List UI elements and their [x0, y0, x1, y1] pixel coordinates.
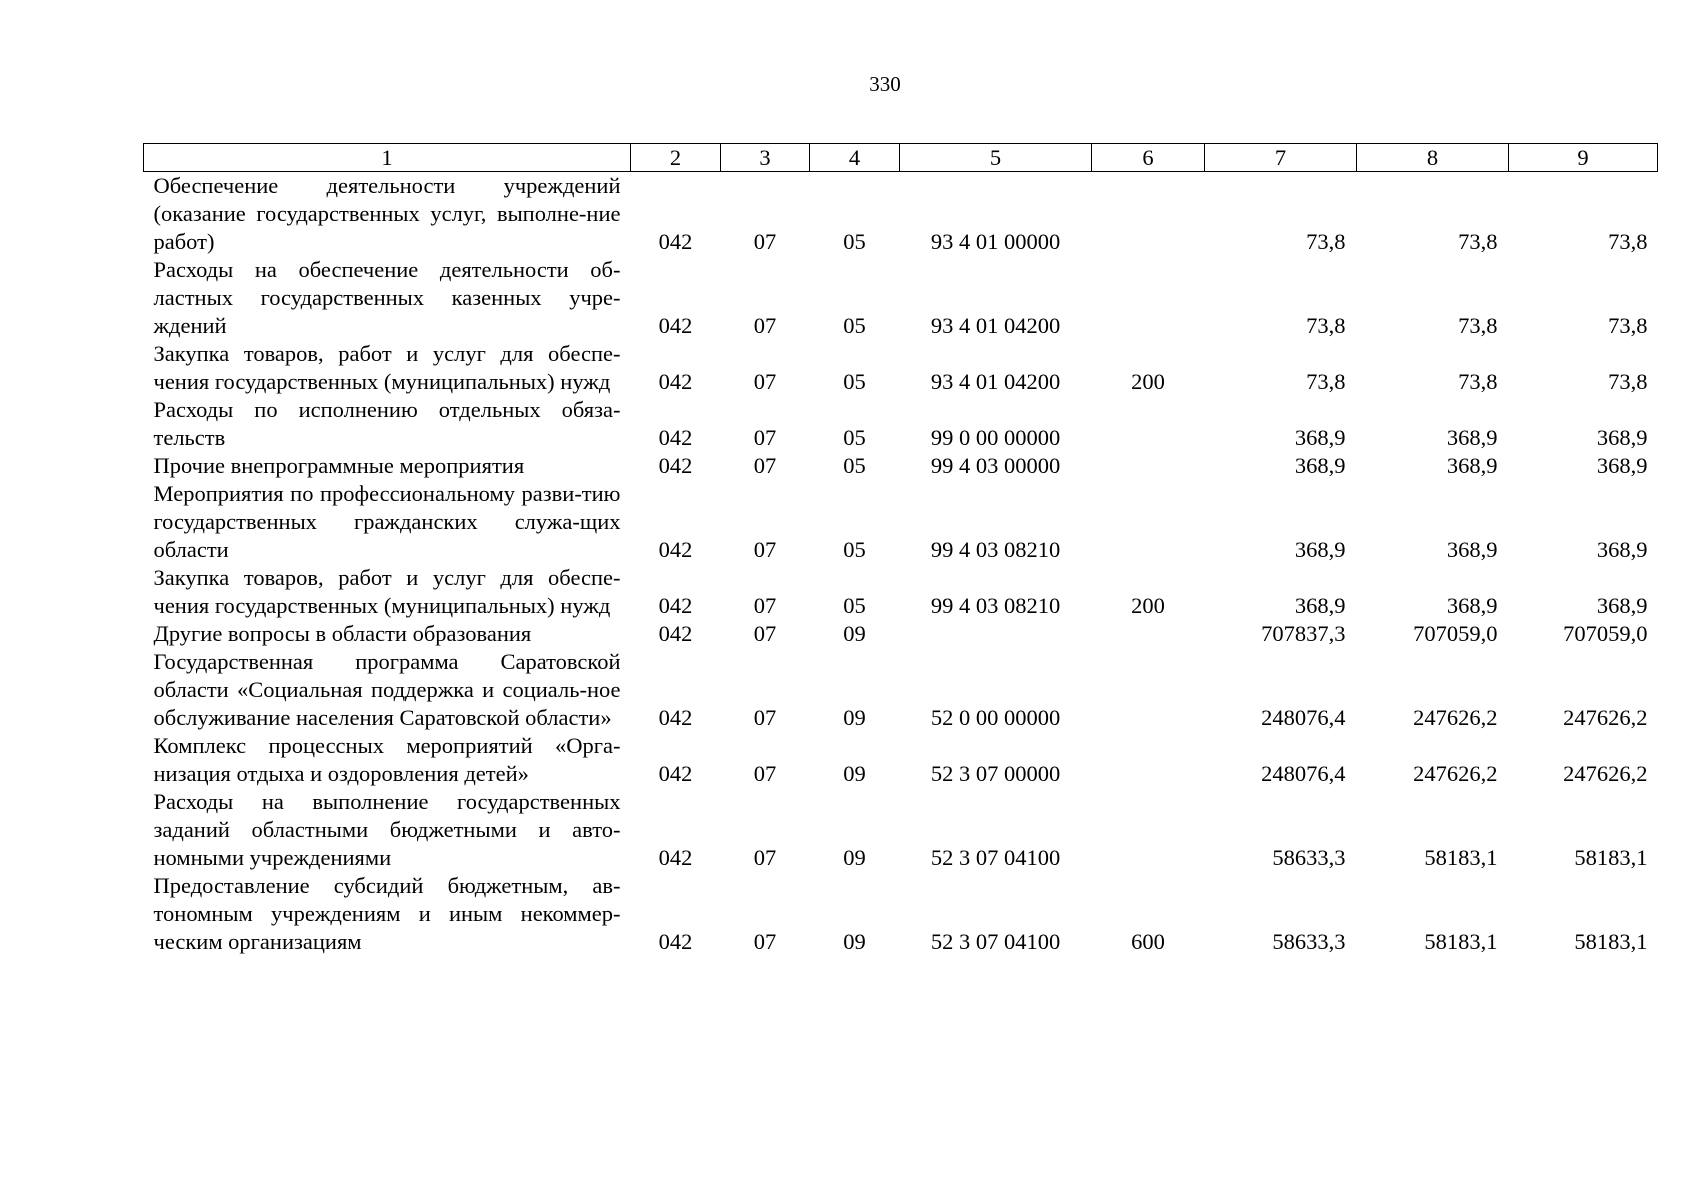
row-code-6: 200 — [1131, 593, 1165, 618]
row-code-2: 042 — [658, 845, 693, 870]
row-name: Прочие внепрограммные мероприятия — [153, 453, 525, 478]
row-code-2: 042 — [658, 313, 693, 338]
row-value-8: 73,8 — [1458, 369, 1498, 394]
row-code-4: 09 — [843, 761, 866, 786]
row-value-7: 248076,4 — [1261, 761, 1346, 786]
row-value-8: 58183,1 — [1424, 929, 1498, 954]
row-value-8: 368,9 — [1446, 453, 1498, 478]
table-row — [144, 564, 1658, 620]
row-value-8: 73,8 — [1458, 313, 1498, 338]
row-code-6 — [1092, 396, 1205, 452]
row-code-2: 042 — [658, 425, 693, 450]
row-value-7: 707837,3 — [1261, 621, 1346, 646]
table-body — [144, 172, 1658, 957]
row-value-7: 73,8 — [1306, 313, 1346, 338]
row-value-7: 58633,3 — [1272, 845, 1346, 870]
row-name: Государственная программа Саратовской области «Социальная поддержка и социаль-ное обслуживание населения Саратовской области» — [153, 649, 621, 730]
row-code-6 — [1092, 452, 1205, 480]
row-value-8: 247626,2 — [1413, 705, 1498, 730]
header-col-9: 9 — [1509, 144, 1658, 172]
row-code-6 — [1092, 788, 1205, 872]
table-row — [144, 256, 1658, 340]
budget-table — [143, 143, 1658, 956]
row-code-5 — [900, 620, 1092, 648]
row-name: Закупка товаров, работ и услуг для обеспе-чения государственных (муниципальных) нужд — [153, 565, 621, 618]
row-value-9: 73,8 — [1608, 229, 1648, 254]
row-code-5: 99 4 03 08210 — [930, 593, 1061, 618]
header-col-4: 4 — [810, 144, 900, 172]
row-value-7: 368,9 — [1294, 425, 1346, 450]
row-value-8: 58183,1 — [1424, 845, 1498, 870]
row-value-9: 707059,0 — [1563, 621, 1648, 646]
row-value-7: 248076,4 — [1261, 705, 1346, 730]
table-row — [144, 872, 1658, 956]
row-code-4: 05 — [843, 537, 866, 562]
row-code-4: 09 — [843, 705, 866, 730]
row-code-4: 05 — [843, 425, 866, 450]
row-code-6: 600 — [1131, 929, 1165, 954]
row-value-8: 247626,2 — [1413, 761, 1498, 786]
row-code-5: 93 4 01 04200 — [930, 369, 1061, 394]
row-code-4: 05 — [843, 369, 866, 394]
row-code-6 — [1092, 172, 1205, 257]
row-code-2: 042 — [658, 705, 693, 730]
table-row — [144, 732, 1658, 788]
row-value-7: 73,8 — [1306, 229, 1346, 254]
header-col-2: 2 — [631, 144, 721, 172]
row-name: Закупка товаров, работ и услуг для обеспе-чения государственных (муниципальных) нужд — [153, 341, 621, 394]
row-value-7: 73,8 — [1306, 369, 1346, 394]
row-code-3: 07 — [753, 453, 777, 478]
row-code-4: 09 — [843, 621, 866, 646]
row-name: Расходы на обеспечение деятельности об-ластных государственных казенных учре-ждений — [153, 257, 621, 338]
row-value-8: 707059,0 — [1413, 621, 1498, 646]
row-code-2: 042 — [658, 929, 693, 954]
row-code-3: 07 — [753, 229, 777, 254]
row-code-4: 05 — [843, 593, 866, 618]
row-value-9: 58183,1 — [1574, 929, 1648, 954]
table-row — [144, 396, 1658, 452]
row-code-5: 99 0 00 00000 — [930, 425, 1061, 450]
table-row — [144, 620, 1658, 648]
row-value-9: 368,9 — [1596, 453, 1648, 478]
row-code-3: 07 — [753, 929, 777, 954]
row-value-7: 368,9 — [1294, 537, 1346, 562]
row-name: Расходы по исполнению отдельных обяза-тельств — [153, 397, 621, 450]
row-code-5: 52 0 00 00000 — [930, 705, 1061, 730]
row-value-9: 368,9 — [1596, 425, 1648, 450]
row-name: Другие вопросы в области образования — [153, 621, 532, 646]
row-code-3: 07 — [753, 369, 777, 394]
row-code-5: 99 4 03 08210 — [930, 537, 1061, 562]
row-value-8: 73,8 — [1458, 229, 1498, 254]
row-code-5: 52 3 07 00000 — [930, 761, 1061, 786]
row-name: Расходы на выполнение государственных заданий областными бюджетными и авто-номными учреждениями — [153, 789, 621, 870]
row-value-8: 368,9 — [1446, 537, 1498, 562]
page-number: 330 — [869, 72, 901, 96]
row-code-4: 09 — [843, 929, 866, 954]
row-code-2: 042 — [658, 621, 693, 646]
row-code-3: 07 — [753, 425, 777, 450]
header-row — [144, 144, 1658, 172]
row-value-8: 368,9 — [1446, 425, 1498, 450]
row-value-9: 58183,1 — [1574, 845, 1648, 870]
row-value-9: 368,9 — [1596, 593, 1648, 618]
table-row — [144, 340, 1658, 396]
row-code-2: 042 — [658, 761, 693, 786]
row-value-7: 58633,3 — [1272, 929, 1346, 954]
table-row — [144, 480, 1658, 564]
row-code-2: 042 — [658, 229, 693, 254]
row-code-6 — [1092, 480, 1205, 564]
row-code-3: 07 — [753, 537, 777, 562]
row-code-2: 042 — [658, 593, 693, 618]
row-code-6 — [1092, 648, 1205, 732]
row-code-2: 042 — [658, 537, 693, 562]
row-code-6 — [1092, 256, 1205, 340]
row-code-2: 042 — [658, 369, 693, 394]
row-code-5: 52 3 07 04100 — [930, 929, 1061, 954]
row-code-4: 05 — [843, 313, 866, 338]
row-value-9: 247626,2 — [1563, 705, 1648, 730]
row-value-9: 368,9 — [1596, 537, 1648, 562]
row-code-5: 99 4 03 00000 — [930, 453, 1061, 478]
row-name: Обеспечение деятельности учреждений (оказание государственных услуг, выполне-ние работ) — [153, 173, 621, 254]
row-code-3: 07 — [753, 593, 777, 618]
table-row — [144, 648, 1658, 732]
row-name: Мероприятия по профессиональному разви-тию государственных гражданских служа-щих области — [153, 481, 621, 562]
row-code-3: 07 — [753, 705, 777, 730]
header-col-8: 8 — [1357, 144, 1509, 172]
row-code-6 — [1092, 620, 1205, 648]
row-code-2: 042 — [658, 453, 693, 478]
header-col-7: 7 — [1205, 144, 1357, 172]
row-code-3: 07 — [753, 621, 777, 646]
header-col-1: 1 — [144, 144, 631, 172]
row-name: Предоставление субсидий бюджетным, ав-тономным учреждениям и иным некоммер-ческим организациям — [153, 873, 621, 954]
header-col-6: 6 — [1092, 144, 1205, 172]
row-value-7: 368,9 — [1294, 593, 1346, 618]
row-code-6: 200 — [1131, 369, 1165, 394]
row-value-7: 368,9 — [1294, 453, 1346, 478]
row-code-5: 93 4 01 00000 — [930, 229, 1061, 254]
row-code-3: 07 — [753, 845, 777, 870]
row-code-4: 09 — [843, 845, 866, 870]
row-value-9: 247626,2 — [1563, 761, 1648, 786]
row-code-4: 05 — [843, 453, 866, 478]
table-row — [144, 452, 1658, 480]
row-code-5: 93 4 01 04200 — [930, 313, 1061, 338]
row-code-3: 07 — [753, 761, 777, 786]
row-code-6 — [1092, 732, 1205, 788]
row-value-9: 73,8 — [1608, 369, 1648, 394]
row-code-5: 52 3 07 04100 — [930, 845, 1061, 870]
row-name: Комплекс процессных мероприятий «Орга-низация отдыха и оздоровления детей» — [153, 733, 621, 786]
header-col-5: 5 — [900, 144, 1092, 172]
table-row — [144, 172, 1658, 257]
row-value-8: 368,9 — [1446, 593, 1498, 618]
header-col-3: 3 — [721, 144, 810, 172]
table-row — [144, 788, 1658, 872]
row-value-9: 73,8 — [1608, 313, 1648, 338]
row-code-4: 05 — [843, 229, 866, 254]
row-code-3: 07 — [753, 313, 777, 338]
